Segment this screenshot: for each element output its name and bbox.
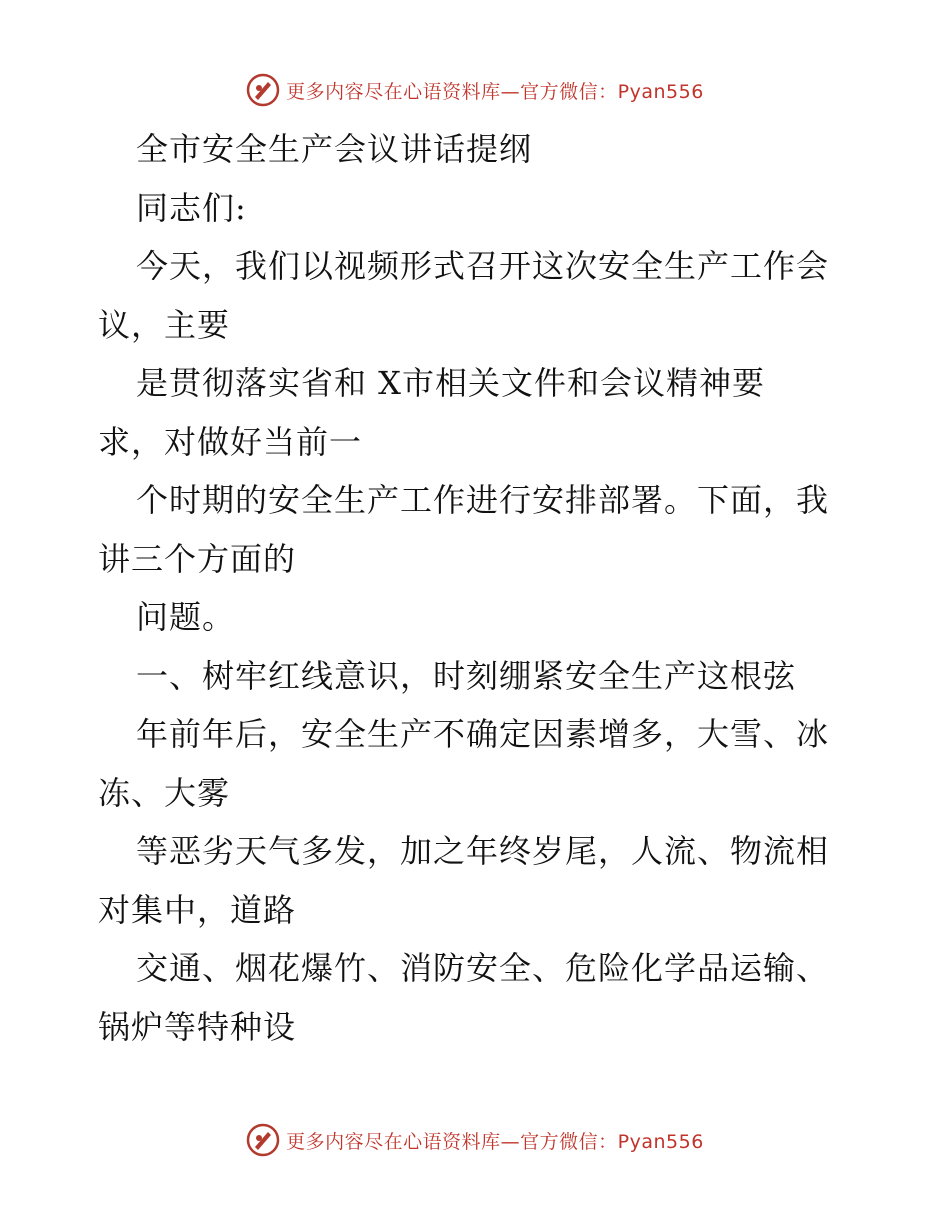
text-line: 今天，我们以视频形式召开这次安全生产工作会 [136, 247, 830, 285]
logo-icon [246, 1123, 280, 1157]
header-banner [0, 70, 950, 110]
text-line: 个时期的安全生产工作进行安排部署。下面，我 [136, 481, 830, 519]
text-line: 同志们: [136, 188, 247, 227]
document-body [98, 120, 858, 1056]
text-line: 年前年后，安全生产不确定因素增多，大雪、冰 [136, 715, 830, 753]
text-line: 问题。 [136, 598, 236, 636]
text-line: 锅炉等特种设 [98, 1007, 297, 1046]
text-line: 是贯彻落实省和 X市相关文件和会议精神要 [136, 364, 765, 402]
text-line: 讲三个方面的 [98, 539, 297, 578]
text-line: 对集中，道路 [98, 890, 297, 929]
text-line: 等恶劣天气多发，加之年终岁尾，人流、物流相 [136, 832, 830, 870]
text-line: 交通、烟花爆竹、消防安全、危险化学品运输、 [136, 949, 830, 987]
footer-banner [0, 1120, 950, 1160]
text-line: 冻、大雾 [98, 773, 231, 812]
logo-icon [246, 73, 280, 107]
text-line: 一、树牢红线意识，时刻绷紧安全生产这根弦 [136, 656, 797, 695]
footer-banner-text: 更多内容尽在心语资料库—官方微信：Pyan556 [286, 1130, 704, 1153]
header-banner-text: 更多内容尽在心语资料库—官方微信：Pyan556 [286, 80, 704, 103]
text-line: 议，主要 [98, 305, 231, 344]
text-line: 求，对做好当前一 [98, 422, 363, 461]
text-line: 全市安全生产会议讲话提纲 [136, 130, 533, 168]
